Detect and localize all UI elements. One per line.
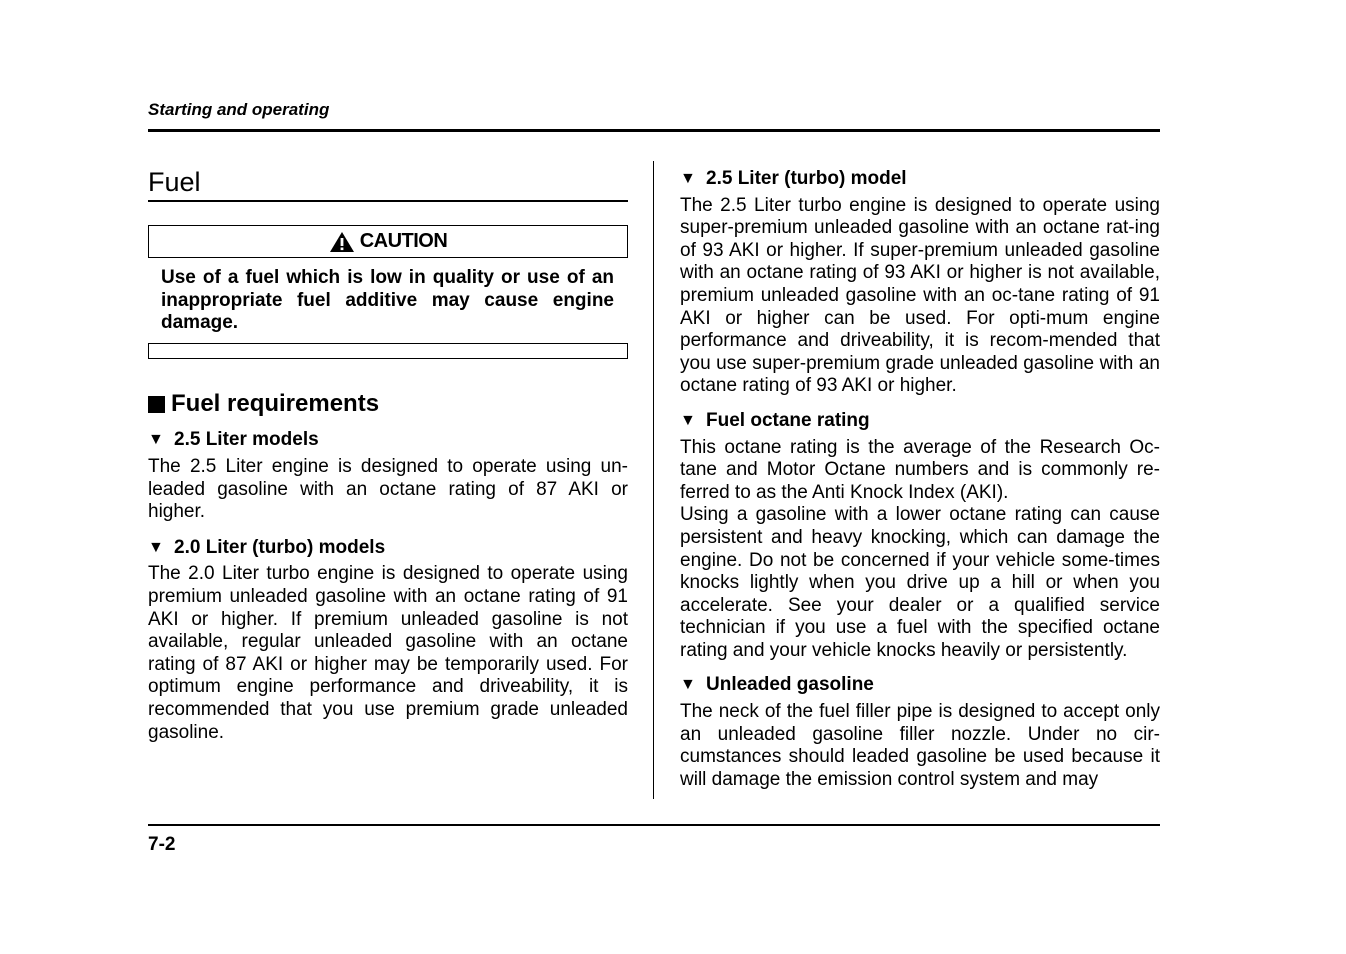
caution-end-bar: [148, 343, 628, 359]
section-body: [680, 437, 1160, 663]
section-heading-label: 2.5 Liter models: [174, 429, 319, 451]
section-title: Starting and operating: [148, 100, 330, 119]
section-heading-label: Unleaded gasoline: [706, 674, 874, 696]
header-rule: [148, 129, 1160, 132]
section-body: The neck of the fuel filler pipe is designed to accept only an unleaded gasoline filler nozzle. Under no cir-cumstances should leaded gasoline be used because it will damage the emission control system and may: [680, 701, 1160, 790]
footer-rule: [148, 824, 1160, 826]
warning-triangle-icon: [329, 231, 355, 253]
caution-banner: [148, 225, 628, 258]
section-heading-label: 2.0 Liter (turbo) models: [174, 536, 386, 558]
triangle-down-icon: ▼: [680, 676, 696, 694]
right-column: [680, 168, 1160, 791]
triangle-down-icon: ▼: [148, 538, 164, 556]
section-heading: [680, 168, 1160, 191]
section-body: The 2.0 Liter turbo engine is designed to operate using premium unleaded gasoline with an octane rating of 91 AKI or higher. If premium unleaded gasoline is not available, regular unleaded gasoline with an octane rating of 87 AKI or higher may be temporarily used. For optimum engine performance and driveability, it is recommended that you use premium grade unleaded gasoline.: [148, 563, 628, 743]
section-heading: [680, 410, 1160, 433]
triangle-down-icon: ▼: [680, 170, 696, 187]
section-heading: [680, 674, 1160, 697]
section-body: The 2.5 Liter engine is designed to operate using un-leaded gasoline with an octane rating of 87 AKI or higher.: [148, 455, 628, 523]
section-heading: [148, 537, 628, 560]
paragraph: This octane rating is the average of the Research Oc-tane and Motor Octane numbers and is commonly re-ferred to as the Anti Knock Index (AKI).: [680, 436, 1160, 503]
page-number: 7-2: [148, 834, 176, 855]
square-bullet-icon: [148, 396, 165, 413]
section-body: The 2.5 Liter turbo engine is designed to operate using super-premium unleaded gasoline with an octane rat-ing of 93 AKI or higher. If super-premium unleaded gasoline with an octane rating of 93 AKI or higher is not available, premium unleaded gasoline with an oc-tane rating of 91 AKI or higher can be used. For opti-mum engine performance and driveability, it is recom-mended that you use super-premium grade unleaded gasoline with an octane rating of 93 AKI or higher.: [680, 194, 1160, 397]
caution-label-wrap: [329, 230, 448, 253]
triangle-down-icon: ▼: [680, 411, 696, 429]
paragraph: Using a gasoline with a lower octane rating can cause persistent and heavy knocking, which can damage the engine. Do not be concerned if your vehicle some-times knocks lightly when you drive up a hill or when you accelerate. See your dealer or a qualified service technician if you use a fuel with the specified octane rating and your vehicle knocks heavily or persistently.: [680, 504, 1160, 661]
caution-label: CAUTION: [359, 230, 448, 253]
left-column: [148, 165, 628, 744]
column-divider: [653, 161, 654, 799]
page-heading: Fuel: [148, 165, 628, 202]
section-heading-label: Fuel octane rating: [706, 409, 870, 431]
section-heading-label: 2.5 Liter (turbo) model: [706, 168, 907, 189]
subheading-label: Fuel requirements: [171, 389, 380, 417]
section-heading: [148, 429, 628, 452]
caution-text: Use of a fuel which is low in quality or use of an inappropriate fuel additive may cause engine damage.: [161, 267, 614, 334]
triangle-down-icon: ▼: [148, 431, 164, 449]
subheading-fuel-requirements: [148, 389, 628, 417]
